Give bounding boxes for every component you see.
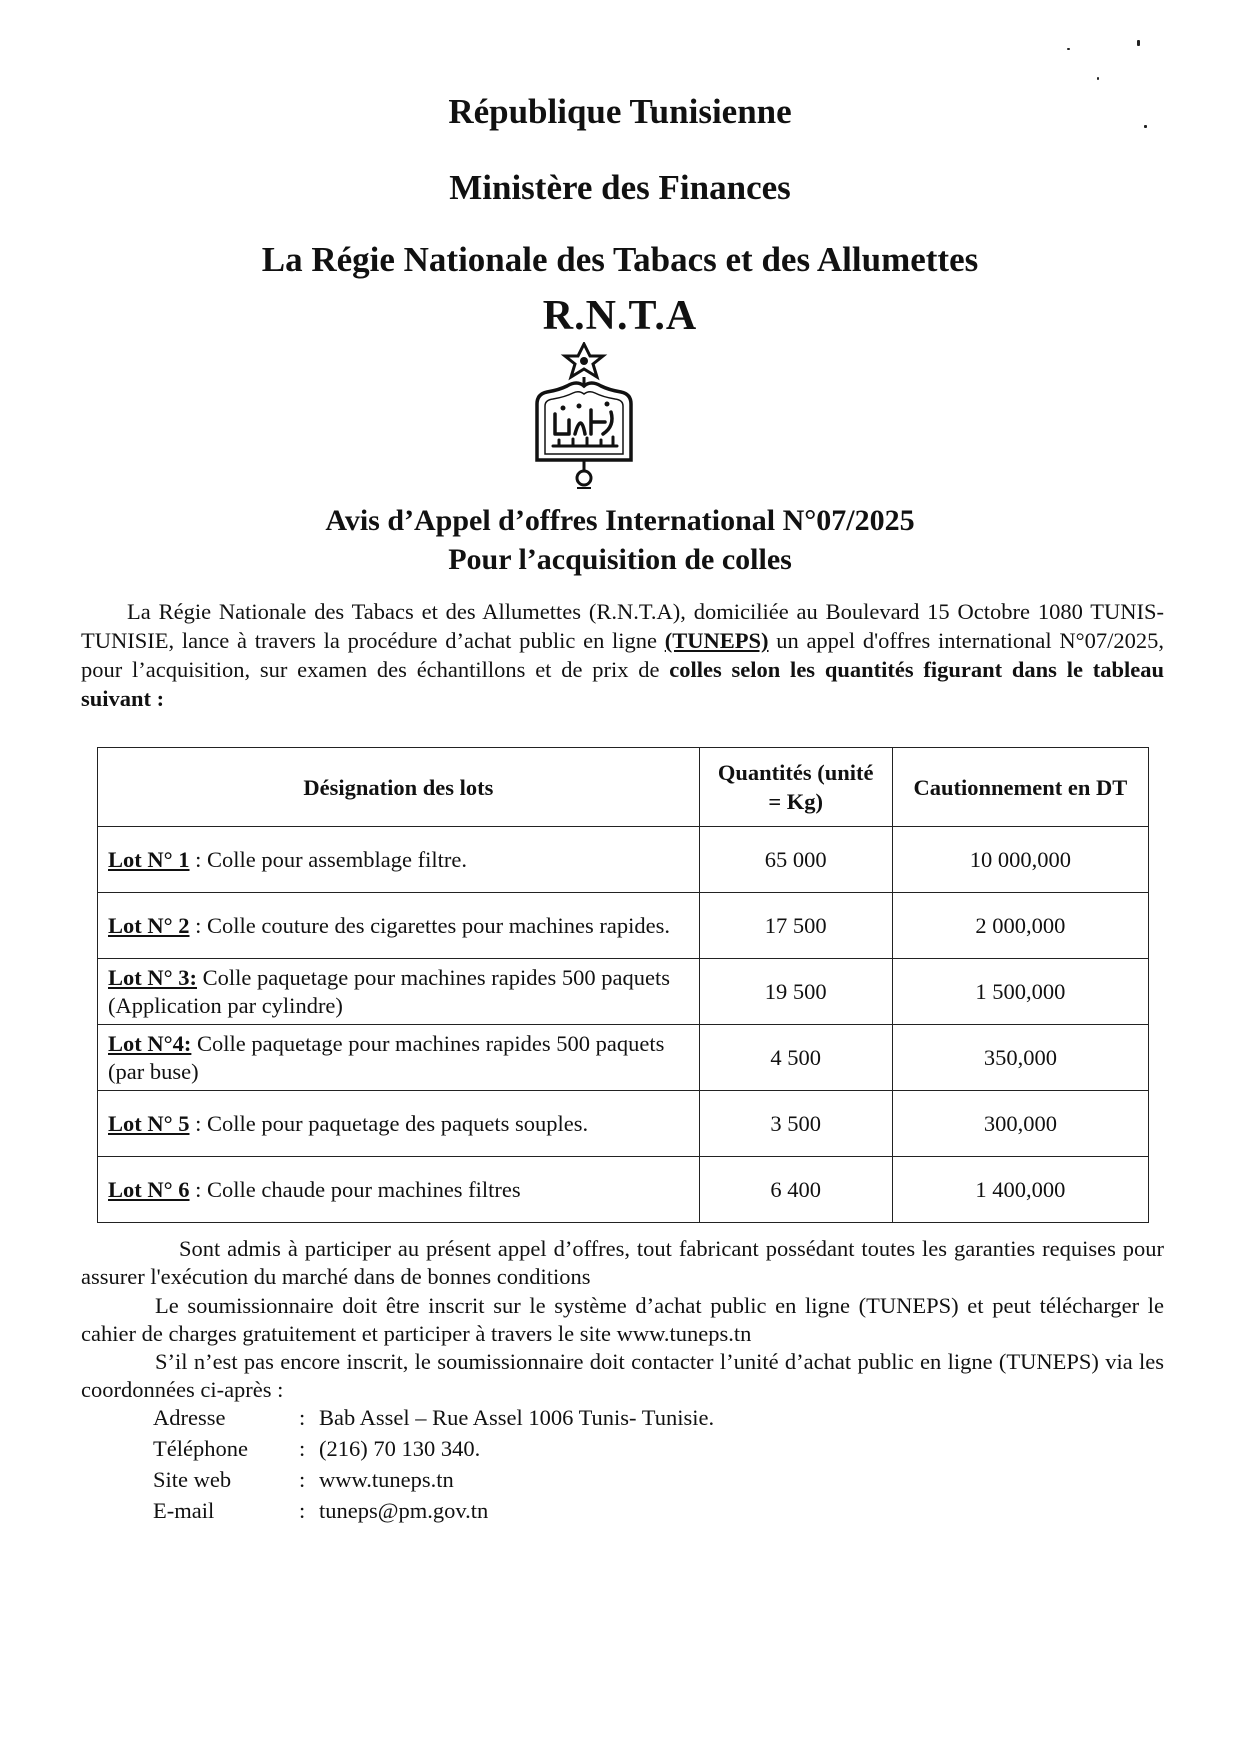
lot-description: Colle paquetage pour machines rapides 500 paquets (par buse) — [108, 1030, 665, 1084]
lot-number: Lot N° 3: — [108, 964, 197, 990]
table-row — [98, 827, 1149, 893]
lot-caution: 300,000 — [892, 1091, 1148, 1157]
header-designation: Désignation des lots — [98, 748, 700, 827]
lot-number: Lot N° 5 — [108, 1110, 190, 1136]
lot-designation-cell — [98, 959, 700, 1025]
lot-caution: 1 500,000 — [892, 959, 1148, 1025]
lot-quantity: 19 500 — [699, 959, 892, 1025]
contact-label: Téléphone — [153, 1436, 248, 1461]
lot-quantity: 6 400 — [699, 1157, 892, 1223]
tuneps-label: (TUNEPS) — [664, 628, 769, 653]
contact-row — [153, 1464, 714, 1495]
lot-separator: : — [189, 1176, 208, 1202]
intro-paragraph — [81, 597, 1164, 713]
rnta-emblem-logo — [519, 342, 649, 492]
scan-speck — [1097, 77, 1099, 80]
contact-paragraph: S’il n’est pas encore inscrit, le soumissionnaire doit contacter l’unité d’achat public en ligne (TUNEPS) via les coordonnées ci-après : — [81, 1349, 1164, 1402]
contact-row — [153, 1495, 714, 1526]
header-quantites: Quantités (unité = Kg) — [699, 748, 892, 827]
table-header-row — [98, 748, 1149, 827]
lot-designation-cell — [98, 893, 700, 959]
contact-separator: : — [299, 1436, 306, 1461]
contact-separator: : — [299, 1467, 306, 1492]
lot-description: Colle pour paquetage des paquets souples. — [207, 1110, 589, 1136]
scan-speck — [1067, 48, 1070, 50]
lot-number: Lot N° 1 — [108, 846, 190, 872]
lot-description: Colle chaude pour machines filtres — [207, 1176, 521, 1202]
lot-description: Colle paquetage pour machines rapides 500 paquets (Application par cylindre) — [108, 964, 670, 1018]
contact-label: Adresse — [153, 1405, 226, 1430]
contact-label: Site web — [153, 1467, 232, 1492]
header-ministere: Ministère des Finances — [449, 168, 791, 207]
contact-value: www.tuneps.tn — [319, 1467, 454, 1492]
lot-caution: 350,000 — [892, 1025, 1148, 1091]
lot-designation-cell — [98, 1025, 700, 1091]
lot-caution: 1 400,000 — [892, 1157, 1148, 1223]
lot-description: Colle couture des cigarettes pour machines rapides. — [207, 912, 670, 938]
contact-label: E-mail — [153, 1498, 215, 1523]
lot-quantity: 17 500 — [699, 893, 892, 959]
lot-separator: : — [189, 912, 208, 938]
contact-separator: : — [299, 1498, 306, 1523]
contact-separator: : — [299, 1405, 306, 1430]
lots-table — [97, 747, 1149, 1223]
lot-designation-cell — [98, 1157, 700, 1223]
contact-row — [153, 1402, 714, 1433]
lot-number: Lot N° 6 — [108, 1176, 190, 1202]
intro-text-1: La Régie Nationale des Tabacs et des Allumettes (R.N.T.A), domiciliée au Boulevard 15 Octobre 1080 TUNIS-TUNISIE, lance à travers la procédure d’achat public en ligne — [81, 599, 1164, 653]
lot-designation-cell — [98, 827, 700, 893]
lot-caution: 10 000,000 — [892, 827, 1148, 893]
lot-quantity: 65 000 — [699, 827, 892, 893]
lot-caution: 2 000,000 — [892, 893, 1148, 959]
lot-designation-cell — [98, 1091, 700, 1157]
header-regie: La Régie Nationale des Tabacs et des Allumettes — [261, 240, 979, 279]
table-row — [98, 959, 1149, 1025]
intro-text-2: un appel d'offres international N°07/2025, pour l’acquisition, sur examen des échantillons et de prix de — [81, 628, 1164, 682]
scan-speck — [1137, 40, 1140, 46]
contact-row — [153, 1433, 714, 1464]
registration-paragraph: Le soumissionnaire doit être inscrit sur le système d’achat public en ligne (TUNEPS) et peut télécharger le cahier de charges gratuitement et participer à travers le site www.tuneps.tn — [81, 1293, 1164, 1346]
contact-value: tuneps@pm.gov.tn — [319, 1498, 489, 1523]
lot-number: Lot N°4: — [108, 1030, 192, 1056]
contact-value: Bab Assel – Rue Assel 1006 Tunis- Tunisie. — [319, 1405, 715, 1430]
notice-title: Avis d’Appel d’offres International N°07/2025 — [325, 504, 915, 537]
intro-bold-end: colles selon les quantités figurant dans le tableau suivant : — [81, 657, 1164, 711]
lot-quantity: 4 500 — [699, 1025, 892, 1091]
table-row — [98, 1157, 1149, 1223]
lot-separator: : — [189, 846, 208, 872]
table-row — [98, 1091, 1149, 1157]
header-acronym: R.N.T.A — [542, 293, 698, 339]
notice-subtitle: Pour l’acquisition de colles — [448, 543, 792, 576]
table-row — [98, 1025, 1149, 1091]
table-row — [98, 893, 1149, 959]
participation-paragraph: Sont admis à participer au présent appel d’offres, tout fabricant possédant toutes les garanties requises pour assurer l'exécution du marché dans de bonnes conditions — [81, 1236, 1164, 1289]
lot-number: Lot N° 2 — [108, 912, 190, 938]
header-republique: République Tunisienne — [448, 92, 792, 131]
lot-separator: : — [189, 1110, 208, 1136]
lot-description: Colle pour assemblage filtre. — [207, 846, 467, 872]
header-cautionnement: Cautionnement en DT — [892, 748, 1148, 827]
contact-value: (216) 70 130 340. — [319, 1436, 481, 1461]
contact-list — [153, 1402, 714, 1526]
lot-quantity: 3 500 — [699, 1091, 892, 1157]
